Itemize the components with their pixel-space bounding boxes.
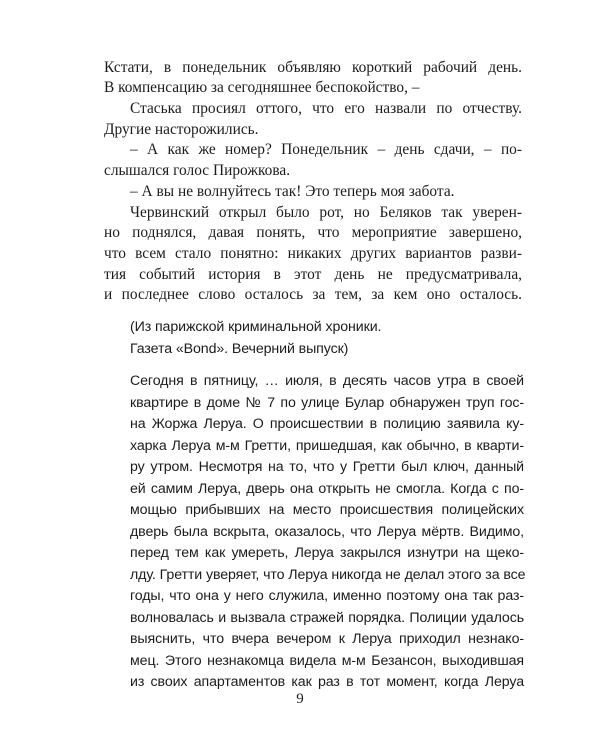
text-line: но поднялся, давая понять, что мероприятие завершено,: [104, 224, 522, 241]
quote-line: (Из парижской криминальной хроники.: [130, 319, 382, 335]
news-line: квартире в доме № 7 по улице Булар обнаружен труп гос-: [130, 395, 524, 411]
news-line: дверь была вскрыта, оказалось, что Леруа мёртв. Видимо,: [130, 524, 524, 540]
news-line: из своих апартаментов как раз в тот момент, когда Леруа: [130, 674, 524, 690]
news-line: мец. Этого незнакомца видела м-м Безансон, выходившая: [130, 653, 524, 669]
text-line: Другие насторожились.: [104, 121, 259, 138]
text-line: Стаська просиял оттого, что его назвали по отчеству.: [130, 100, 522, 117]
news-line: перед тем как умереть, Леруа закрылся изнутри на щеко-: [130, 545, 524, 561]
text-line: что всем стало понятно: никаких других вариантов разви-: [104, 245, 522, 262]
news-line: выяснить, что вчера вечером к Леруа приходил незнако-: [130, 631, 524, 647]
news-line: ей самим Леруа, дверь она открыть не смогла. Когда с по-: [130, 481, 524, 497]
news-line: ру утром. Несмотря на то, что у Гретти был ключ, данный: [130, 459, 524, 475]
text-line: – А как же номер? Понедельник – день сдачи, – по-: [130, 141, 522, 158]
news-line: годы, что она у него служила, именно поэтому она так раз-: [130, 588, 524, 604]
text-line: Червинский открыл было рот, но Беляков так уверен-: [130, 204, 522, 221]
news-line: Сегодня в пятницу, … июля, в десять часов утра в своей: [130, 373, 524, 389]
text-line: и последнее слово осталось за тем, за кем оно осталось.: [104, 286, 522, 303]
text-line: слышался голос Пирожкова.: [104, 162, 291, 179]
news-line: харка Леруа м-м Гретти, пришедшая, как обычно, в кварти-: [130, 438, 524, 454]
text-line: тия событий история в этот день не предусматривала,: [104, 266, 522, 283]
quote-line: Газета «Bond». Вечерний выпуск): [130, 341, 349, 357]
text-line: Кстати, в понедельник объявляю короткий рабочий день.: [104, 59, 522, 76]
news-line: лду. Гретти уверяет, что Леруа никогда не делал этого за все: [130, 567, 526, 583]
news-line: на Жоржа Леруа. О происшествии в полицию заявила ку-: [130, 416, 524, 432]
page-number: 9: [296, 691, 304, 707]
text-line: В компенсацию за сегодняшнее беспокойство, –: [104, 79, 420, 96]
text-line: – А вы не волнуйтесь так! Это теперь моя забота.: [130, 183, 455, 200]
news-line: мощью прибывших на место происшествия полицейских: [130, 502, 524, 518]
news-line: волновалась и вызвала стражей порядка. Полиции удалось: [130, 610, 524, 626]
